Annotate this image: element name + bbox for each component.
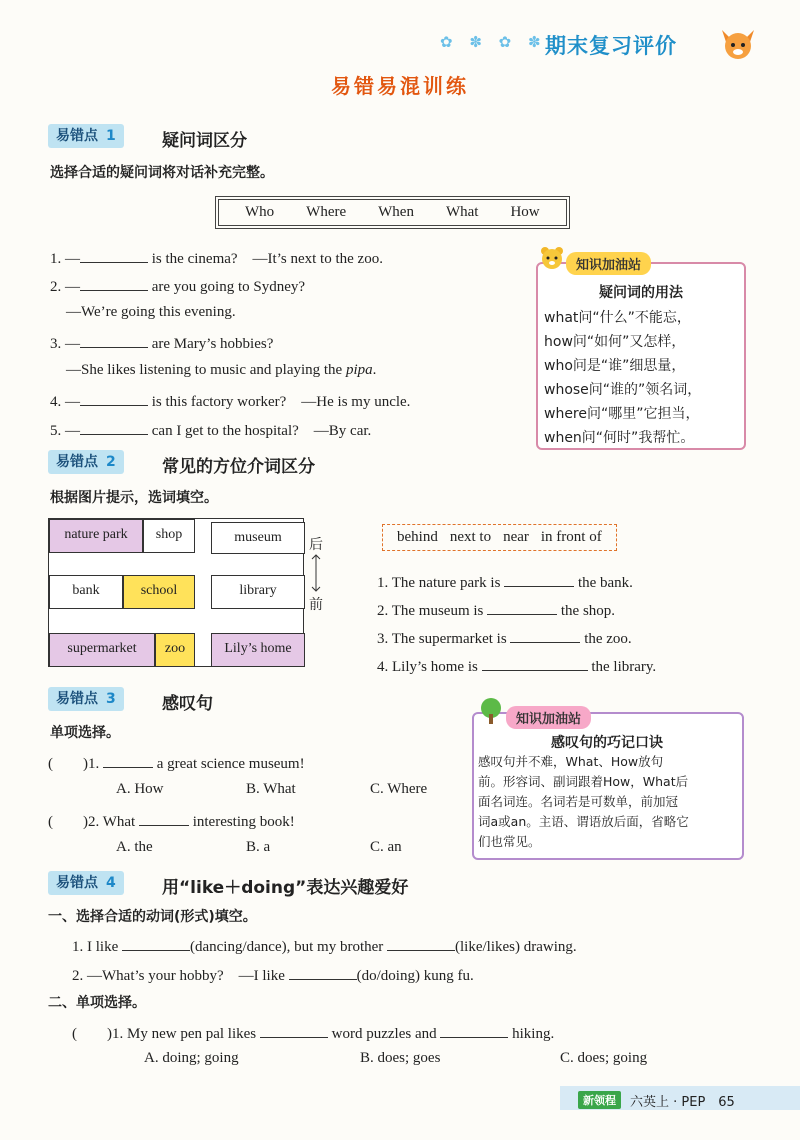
section-3-tag: [48, 687, 124, 711]
fox-mascot-icon: [718, 26, 758, 62]
option-c[interactable]: C. does; going: [560, 1050, 648, 1066]
answer-blank[interactable]: [504, 572, 574, 587]
word-box: [218, 199, 567, 226]
map-supermarket: supermarket: [49, 633, 155, 667]
tag-number: 1: [106, 128, 116, 144]
choice-question-2: ( )2. What interesting book!: [48, 810, 295, 831]
tag-number: 3: [106, 691, 116, 707]
knowledge-tag: 知识加油站: [506, 706, 591, 729]
up-down-arrow-icon: [310, 553, 322, 593]
footer-brand: 新领程: [578, 1091, 621, 1109]
map-lilys-home: Lily’s home: [211, 633, 305, 667]
answer-blank[interactable]: [80, 333, 148, 348]
knowledge-line: where问“哪里”它担当，: [544, 406, 700, 422]
knowledge-line: 前。形容词、副词跟着How，What后: [478, 774, 689, 789]
knowledge-text: [544, 306, 740, 450]
map-question-4: 4. Lily’s home is the library.: [377, 656, 656, 676]
part-2-heading: 二、单项选择。: [48, 995, 146, 1011]
question-4: 4. — is this factory worker? —He is my uncle.: [50, 390, 410, 411]
tag-label: 易错点: [56, 454, 98, 470]
tag-label: 易错点: [56, 128, 98, 144]
preposition-box: [382, 524, 617, 551]
tag-label: 易错点: [56, 875, 98, 891]
section-3-instruction: 单项选择。: [50, 725, 120, 741]
knowledge-line: whose问“谁的”领名词，: [544, 382, 702, 398]
map-question-1: 1. The nature park is the bank.: [377, 572, 633, 592]
answer-blank[interactable]: [289, 965, 357, 980]
tag-label: 易错点: [56, 691, 98, 707]
answer-blank[interactable]: [103, 753, 153, 768]
answer-blank[interactable]: [80, 276, 148, 291]
word-option: near: [503, 529, 529, 545]
option-b[interactable]: B. does; goes: [360, 1050, 441, 1066]
knowledge-line: when问“何时”我帮忙。: [544, 430, 695, 446]
answer-2: —We’re going this evening.: [66, 304, 236, 320]
word-option: Where: [306, 204, 347, 220]
knowledge-line: 们也常见。: [478, 834, 541, 849]
footer-page-info: 六英上 · PEP 65: [630, 1095, 735, 1110]
question-3: 3. — are Mary’s hobbies?: [50, 333, 273, 353]
section-1-instruction: 选择合适的疑问词将对话补充完整。: [50, 165, 274, 181]
section-4-tag: [48, 871, 124, 895]
map-bank: bank: [49, 575, 123, 609]
answer-blank[interactable]: [80, 420, 148, 435]
part-1-heading: 一、选择合适的动词(形式)填空。: [48, 909, 257, 925]
direction-front: 前: [309, 597, 323, 613]
answer-blank[interactable]: [482, 656, 588, 671]
knowledge-tag: 知识加油站: [566, 252, 651, 275]
option-a[interactable]: A. the: [116, 839, 153, 855]
question-5: 5. — can I get to the hospital? —By car.: [50, 419, 371, 440]
section-4-title: 用“like＋doing”表达兴趣爱好: [162, 878, 409, 898]
map-shop: shop: [143, 519, 195, 553]
option-c[interactable]: C. Where: [370, 781, 428, 797]
fill-question-1: 1. I like (dancing/dance), but my brother (like/likes) drawing.: [72, 936, 577, 956]
section-3-title: 感叹句: [162, 694, 213, 714]
paw-prints-icon: ✿ ✽ ✿ ✽: [440, 33, 547, 51]
answer-blank[interactable]: [80, 248, 148, 263]
direction-back: 后: [309, 537, 323, 553]
option-c[interactable]: C. an: [370, 839, 402, 855]
word-option: When: [378, 204, 414, 220]
map-library: library: [211, 575, 305, 609]
option-b[interactable]: B. a: [246, 839, 271, 855]
map-school: school: [123, 575, 195, 609]
answer-3: —She likes listening to music and playing the pipa.: [66, 362, 377, 378]
section-2-instruction: 根据图片提示，选词填空。: [50, 490, 218, 506]
fill-question-2: 2. —What’s your hobby? —I like (do/doing) kung fu.: [72, 964, 474, 985]
map-question-2: 2. The museum is the shop.: [377, 600, 615, 620]
word-option: What: [445, 204, 479, 220]
bear-icon: [538, 244, 566, 272]
option-a[interactable]: A. How: [116, 781, 164, 797]
knowledge-line: who问是“谁”细思量，: [544, 358, 686, 374]
answer-blank[interactable]: [122, 936, 190, 951]
choice-question-1: ( )1. a great science museum!: [48, 752, 305, 773]
answer-blank[interactable]: [487, 600, 557, 615]
section-1-title: 疑问词区分: [162, 131, 247, 151]
word-option: behind: [397, 529, 438, 545]
section-1-tag: [48, 124, 124, 148]
word-option: Who: [245, 204, 275, 220]
choice-question-3: ( )1. My new pen pal likes word puzzles and hiking.: [72, 1022, 554, 1043]
map-nature-park: nature park: [49, 519, 143, 553]
knowledge-line: 感叹句并不难，What、How放句: [478, 754, 664, 769]
question-2: 2. — are you going to Sydney?: [50, 276, 305, 296]
map-question-3: 3. The supermarket is the zoo.: [377, 628, 632, 648]
section-2-tag: [48, 450, 124, 474]
answer-blank[interactable]: [387, 936, 455, 951]
section-2-title: 常见的方位介词区分: [162, 457, 315, 477]
knowledge-line: how问“如何”又怎样，: [544, 334, 686, 350]
answer-blank[interactable]: [80, 391, 148, 406]
question-1: 1. — is the cinema? —It’s next to the zoo.: [50, 247, 383, 268]
option-a[interactable]: A. doing; going: [144, 1050, 239, 1066]
knowledge-title: 感叹句的巧记口诀: [551, 735, 663, 751]
answer-blank[interactable]: [510, 628, 580, 643]
answer-blank[interactable]: [440, 1023, 508, 1038]
street-map: [48, 518, 304, 667]
map-museum: museum: [211, 522, 305, 554]
option-b[interactable]: B. What: [246, 781, 296, 797]
header-title: 期末复习评价: [545, 34, 677, 58]
knowledge-title: 疑问词的用法: [599, 285, 683, 301]
map-zoo: zoo: [155, 633, 195, 667]
page-title: 易错易混训练: [331, 74, 469, 98]
word-option: in front of: [540, 529, 602, 545]
word-option: How: [510, 204, 540, 220]
tag-number: 4: [106, 875, 116, 891]
knowledge-text: [478, 752, 738, 852]
tag-number: 2: [106, 454, 116, 470]
knowledge-line: 面名词连。名词若是可数单，前加冠: [478, 794, 679, 809]
tree-icon: [476, 696, 506, 726]
answer-blank[interactable]: [139, 811, 189, 826]
answer-blank[interactable]: [260, 1023, 328, 1038]
knowledge-line: what问“什么”不能忘，: [544, 310, 691, 326]
knowledge-line: 词a或an。主语、谓语放后面，省略它: [478, 814, 689, 829]
word-option: next to: [449, 529, 492, 545]
